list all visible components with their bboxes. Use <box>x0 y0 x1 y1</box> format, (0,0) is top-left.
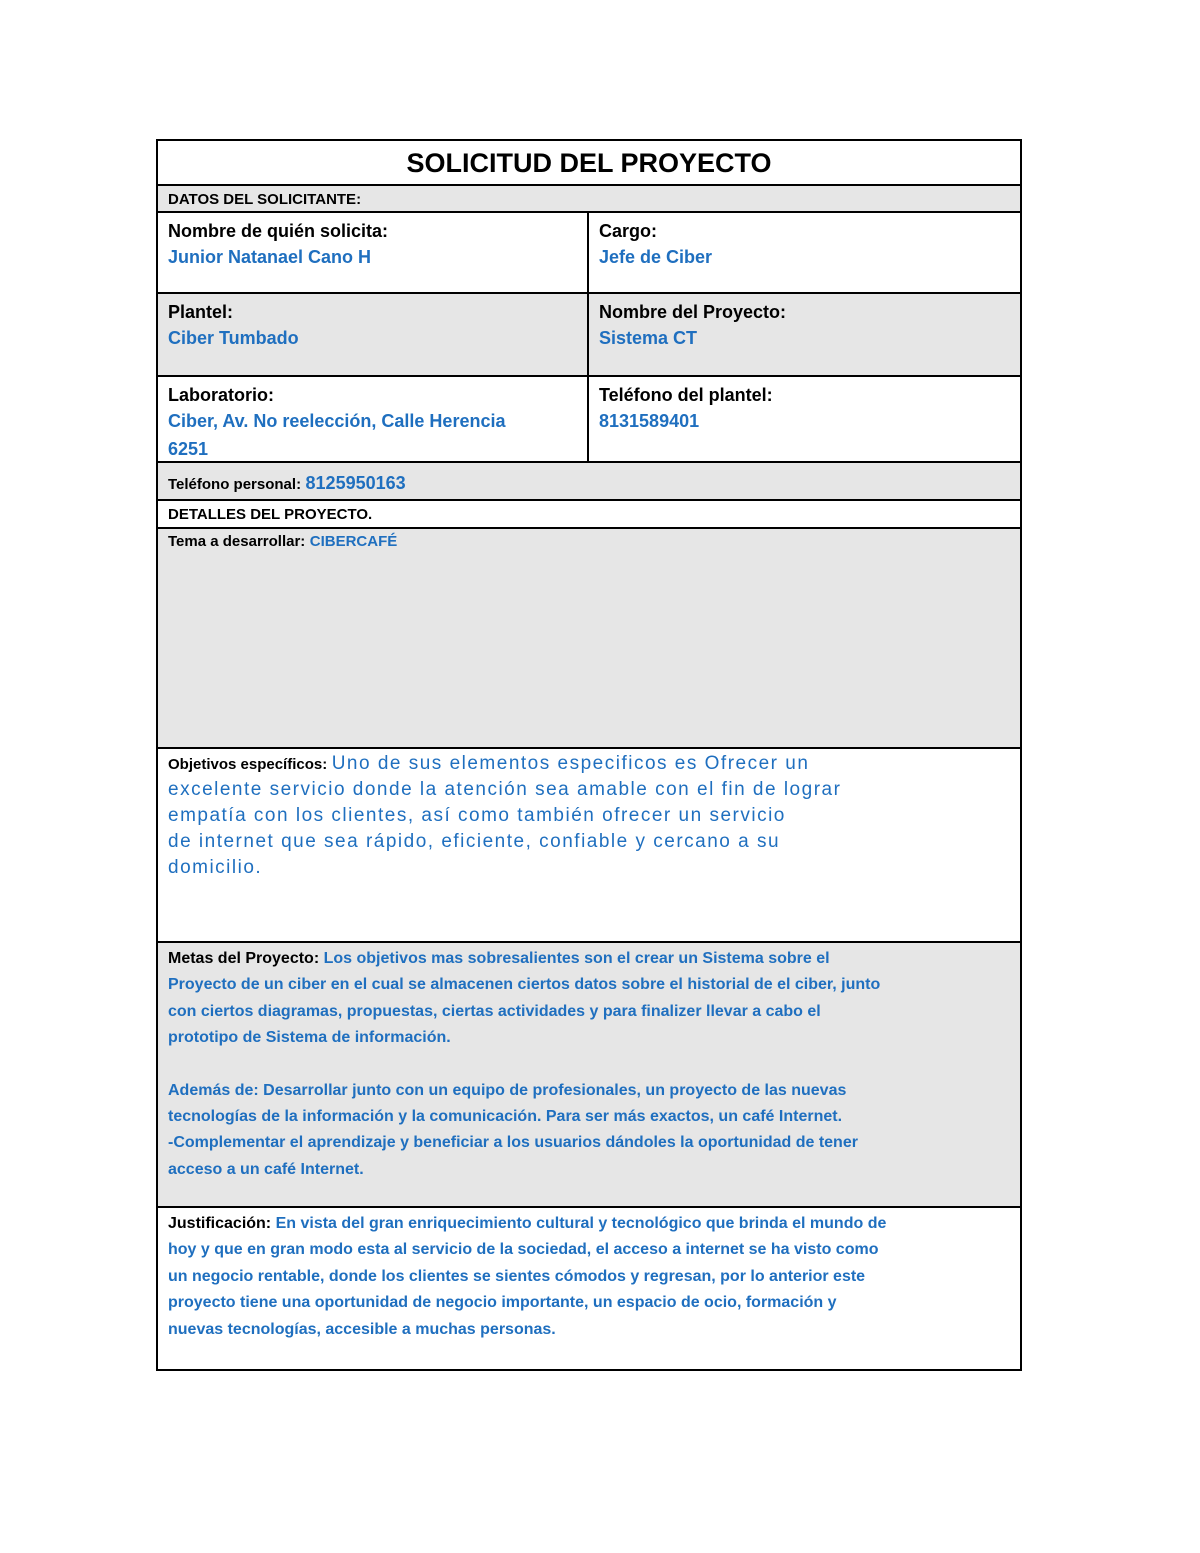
objetivos-line: domicilio. <box>168 857 263 878</box>
form-title: SOLICITUD DEL PROYECTO <box>406 148 772 178</box>
cargo-label: Cargo: <box>599 221 657 241</box>
row-plantel-proyecto <box>158 294 1020 377</box>
objetivos-line: Uno de sus elementos especificos es Ofrecer un <box>331 753 810 774</box>
metas-line: Proyecto de un ciber en el cual se almacenen ciertos datos sobre el historial de el ciber, junto <box>168 976 881 994</box>
telefono-personal-value: 8125950163 <box>305 473 406 493</box>
field-cargo <box>589 213 1020 292</box>
field-laboratorio <box>158 377 589 461</box>
justificacion-line: un negocio rentable, donde los clientes se sientes cómodos y regresan, por lo anterior este <box>168 1267 866 1285</box>
row-tema <box>158 529 1020 749</box>
nombre-value: Junior Natanael Cano H <box>168 247 372 267</box>
title-row <box>158 141 1020 186</box>
proyecto-value: Sistema CT <box>599 328 698 348</box>
objetivos-label: Objetivos específicos: <box>168 756 328 773</box>
row-telefono-personal <box>158 463 1020 501</box>
objetivos-line: excelente servicio donde la atención sea amable con el fin de lograr <box>168 779 842 800</box>
justificacion-line: En vista del gran enriquecimiento cultural y tecnológico que brinda el mundo de <box>275 1215 887 1232</box>
metas-line: -Complementar el aprendizaje y beneficiar a los usuarios dándoles la oportunidad de tener <box>168 1134 858 1152</box>
section-title-detalles: DETALLES DEL PROYECTO. <box>168 506 373 523</box>
field-nombre-proyecto <box>589 294 1020 375</box>
row-laboratorio-telefono <box>158 377 1020 463</box>
field-plantel <box>158 294 589 375</box>
nombre-label: Nombre de quién solicita: <box>168 221 389 241</box>
laboratorio-value-line1: Ciber, Av. No reelección, Calle Herencia <box>168 411 506 431</box>
telefono-plantel-value: 8131589401 <box>599 411 700 431</box>
plantel-value: Ciber Tumbado <box>168 328 299 348</box>
justificacion-line: proyecto tiene una oportunidad de negocio importante, un espacio de ocio, formación y <box>168 1294 837 1312</box>
metas-line: prototipo de Sistema de información. <box>168 1029 451 1047</box>
field-metas <box>158 943 1020 1206</box>
field-nombre <box>158 213 589 292</box>
metas-label: Metas del Proyecto: <box>168 950 320 967</box>
field-telefono-personal <box>158 463 1020 499</box>
row-justificacion <box>158 1208 1020 1371</box>
justificacion-label: Justificación: <box>168 1215 272 1232</box>
plantel-label: Plantel: <box>168 302 234 322</box>
section-title-solicitante: DATOS DEL SOLICITANTE: <box>168 191 362 208</box>
justificacion-line: nuevas tecnologías, accesible a muchas personas. <box>168 1320 556 1338</box>
project-request-form <box>156 139 1022 1371</box>
tema-value: CIBERCAFÉ <box>309 533 398 550</box>
objetivos-line: empatía con los clientes, así como también ofrecer un servicio <box>168 805 786 826</box>
telefono-plantel-label: Teléfono del plantel: <box>599 385 773 405</box>
metas-line: acceso a un café Internet. <box>168 1160 364 1178</box>
row-nombre-cargo <box>158 213 1020 294</box>
field-tema <box>158 529 1020 747</box>
solicitante-section-header <box>158 186 1020 213</box>
field-justificacion <box>158 1208 1020 1371</box>
tema-label: Tema a desarrollar: <box>168 533 306 550</box>
laboratorio-label: Laboratorio: <box>168 385 274 405</box>
detalles-section-header <box>158 501 1020 529</box>
laboratorio-value-line2: 6251 <box>168 439 209 459</box>
field-telefono-plantel <box>589 377 1020 461</box>
proyecto-label: Nombre del Proyecto: <box>599 302 787 322</box>
row-metas <box>158 943 1020 1208</box>
telefono-personal-label: Teléfono personal: <box>168 476 302 493</box>
metas-line: Además de: Desarrollar junto con un equipo de profesionales, un proyecto de las nuevas <box>168 1081 847 1099</box>
objetivos-line: de internet que sea rápido, eficiente, confiable y cercano a su <box>168 831 781 852</box>
metas-line: Los objetivos mas sobresalientes son el crear un Sistema sobre el <box>323 950 830 967</box>
field-objetivos <box>158 749 1020 941</box>
justificacion-line: hoy y que en gran modo esta al servicio de la sociedad, el acceso a internet se ha visto como <box>168 1241 879 1259</box>
cargo-value: Jefe de Ciber <box>599 247 713 267</box>
metas-line: con ciertos diagramas, propuestas, ciertas actividades y para finalizer llevar a cabo el <box>168 1002 821 1020</box>
metas-line: tecnologías de la información y la comunicación. Para ser más exactos, un café Internet. <box>168 1108 843 1126</box>
row-objetivos <box>158 749 1020 943</box>
